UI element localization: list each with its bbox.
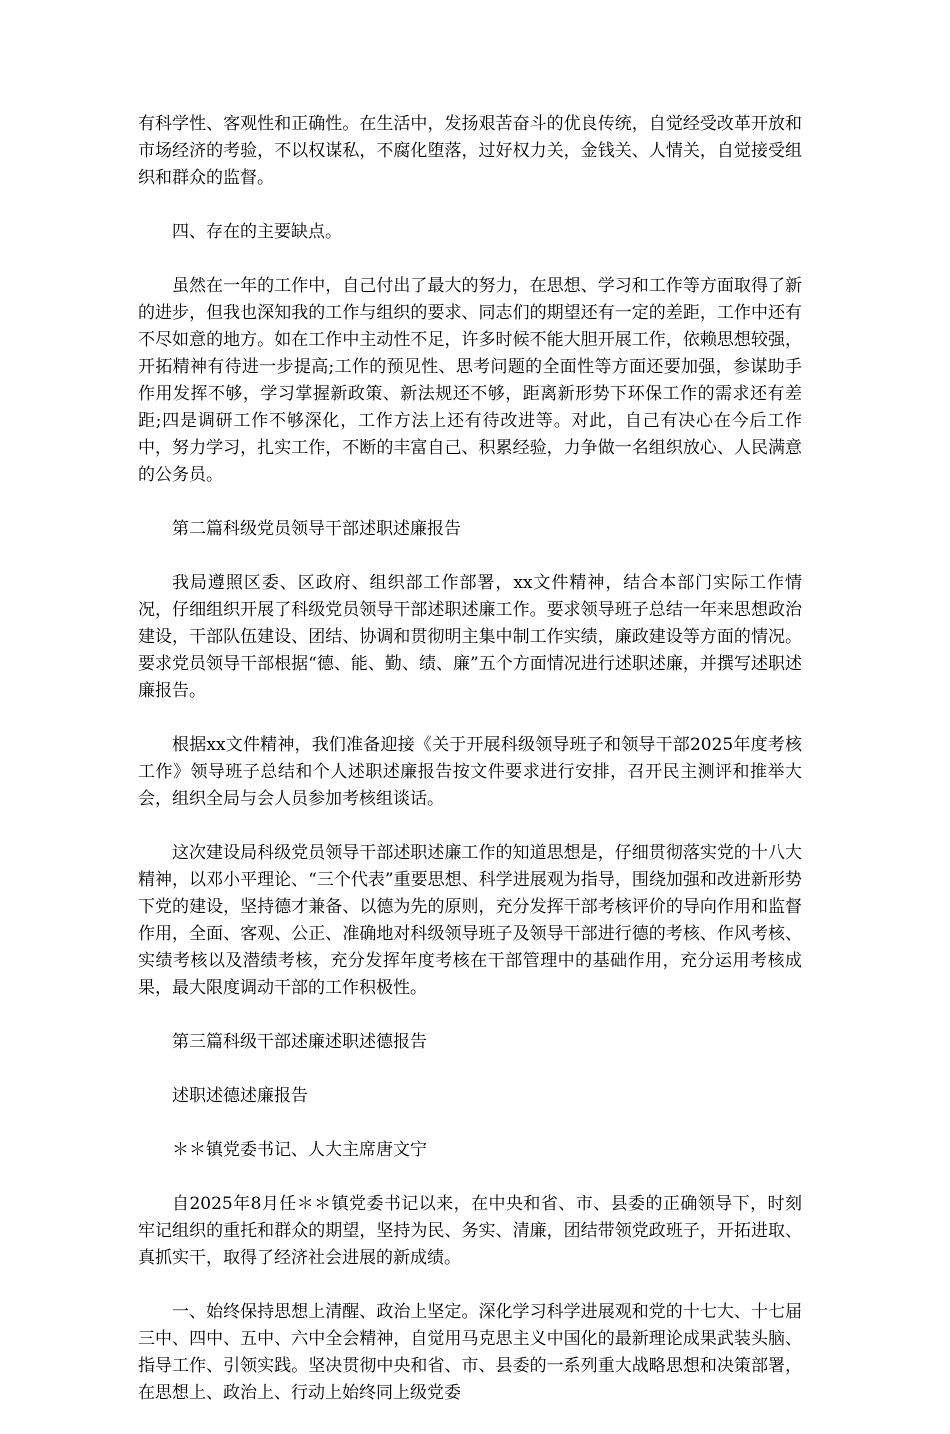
paragraph-bureau-work: 我局遵照区委、区政府、组织部工作部署，xx文件精神，结合本部门实际工作情况，仔细组织开展了科级党员领导干部述职述廉工作。要求领导班子总结一年来思想政治建设，干部队伍建设、团结、协调和贯彻明主集中制工作实绩，廉政建设等方面的情况。要求党员领导干部根据“德、能、勤、绩、廉”五个方面情况进行述职述廉，并撰写述职述廉报告。 — [138, 573, 802, 701]
paragraph-guiding-thought: 这次建设局科级党员领导干部述职述廉工作的知道思想是，仔细贯彻落实党的十八大精神，以邓小平理论、“三个代表”重要思想、科学进展观为指导，围绕加强和改进新形势下党的建设，坚持德才兼备、以德为先的原则，充分发挥干部考核评价的导向作用和监督作用，全面、客观、公正、准确地对科级领导班子及领导干部进行德的考核、作风考核、实绩考核以及潜绩考核，充分发挥年度考核在干部管理中的基础作用，充分运用考核成果，最大限度调动干部的工作积极性。 — [138, 843, 802, 998]
paragraph-shortcomings: 虽然在一年的工作中，自己付出了最大的努力，在思想、学习和工作等方面取得了新的进步，但我也深知我的工作与组织的要求、同志们的期望还有一定的差距，工作中还有不尽如意的地方。如在工作中主动性不足，许多时候不能大胆开展工作，依赖思想较强，开拓精神有待进一步提高;工作的预见性、思考问题的全面性等方面还要加强，参谋助手作用发挥不够，学习掌握新政策、新法规还不够，距离新形势下环保工作的需求还有差距;四是调研工作不够深化，工作方法上还有待改进等。对此，自己有决心在今后工作中，努力学习，扎实工作，不断的丰富自己、积累经验，力争做一名组织放心、人民满意的公务员。 — [138, 276, 802, 485]
report-subtitle: 述职述德述廉报告 — [172, 1086, 308, 1106]
document-page — [138, 111, 802, 1434]
paragraph-point-one: 一、始终保持思想上清醒、政治上坚定。深化学习科学进展观和党的十七大、十七届三中、四中、五中、六中全会精神，自觉用马克思主义中国化的最新理论成果武装头脑、指导工作、引领实践。坚决贯彻中央和省、市、县委的一系列重大战略思想和决策部署，在思想上、政治上、行动上始终同上级党委 — [138, 1302, 802, 1403]
paragraph-integrity-conclusion: 有科学性、客观性和正确性。在生活中，发扬艰苦奋斗的优良传统，自觉经受改革开放和市场经济的考验，不以权谋私，不腐化堕落，过好权力关，金钱关、人情关，自觉接受组织和群众的监督。 — [138, 114, 802, 188]
article-title-third: 第三篇科级干部述廉述职述德报告 — [172, 1032, 427, 1052]
paragraph-assessment-prep: 根据xx文件精神，我们准备迎接《关于开展科级领导班子和领导干部2025年度考核工作》领导班子总结和个人述职述廉报告按文件要求进行安排，召开民主测评和推举大会，组织全局与会人员参加考核组谈话。 — [138, 735, 802, 809]
section-heading-shortcomings: 四、存在的主要缺点。 — [172, 222, 342, 242]
paragraph-introduction: 自2025年8月任＊＊镇党委书记以来，在中央和省、市、县委的正确领导下，时刻牢记组织的重托和群众的期望，坚持为民、务实、清廉，团结带领党政班子，开拓进取、真抓实干，取得了经济社会进展的新成绩。 — [138, 1194, 802, 1268]
report-author: ＊＊镇党委书记、人大主席唐文宁 — [172, 1140, 427, 1160]
article-title-second: 第二篇科级党员领导干部述职述廉报告 — [172, 519, 461, 539]
